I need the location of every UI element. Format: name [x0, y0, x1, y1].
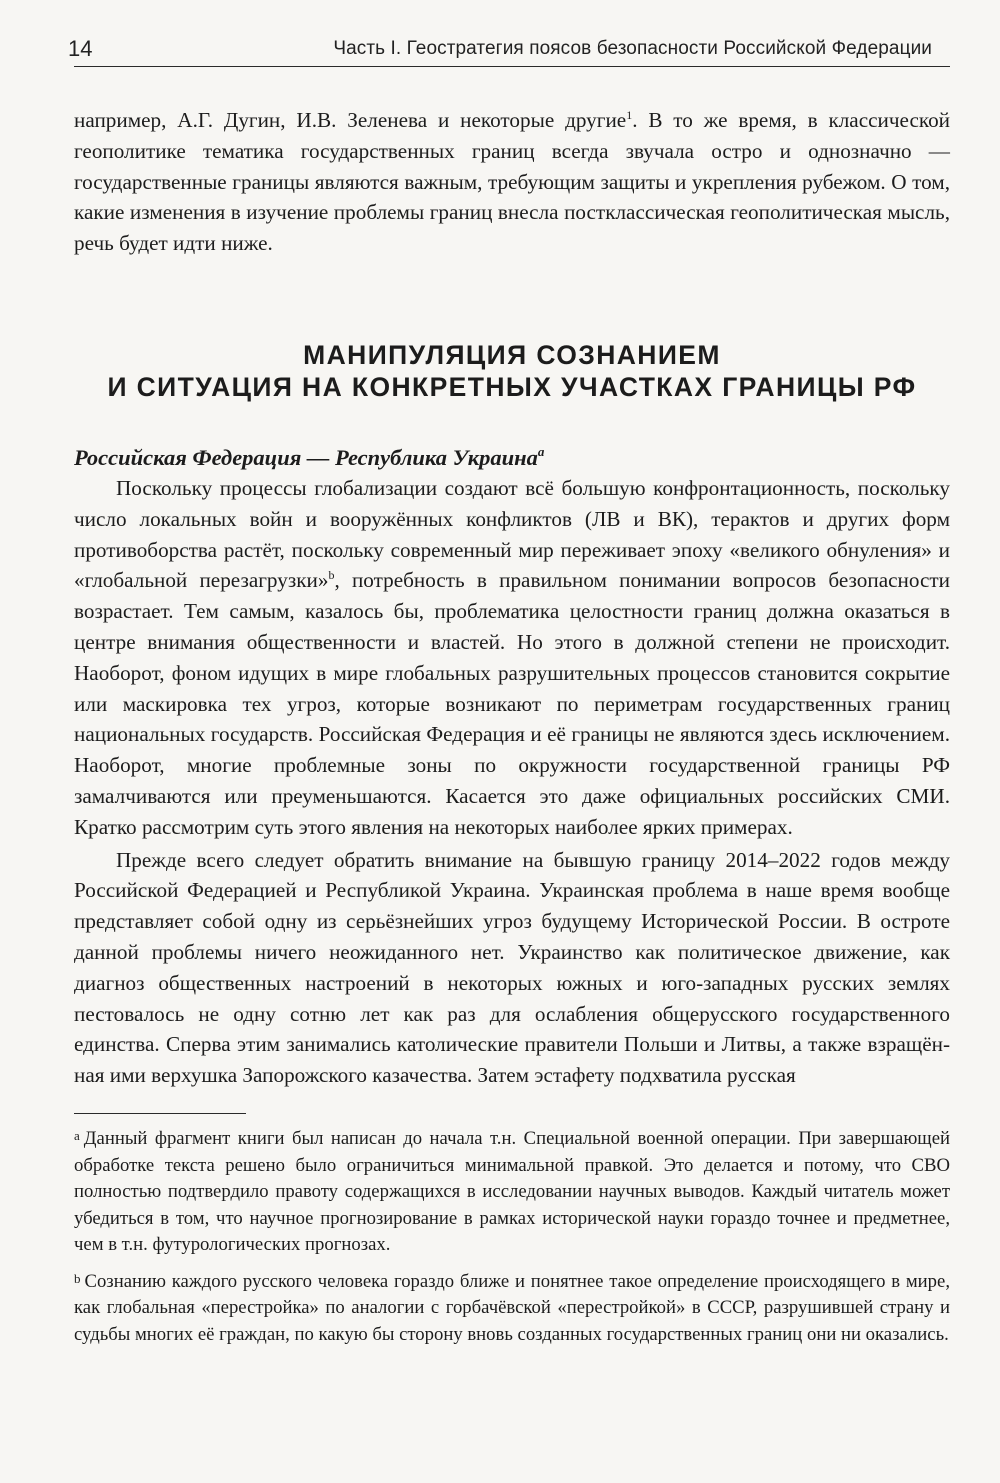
footnote-b-mark: b: [74, 1270, 81, 1286]
main-text: [74, 473, 950, 1091]
footnote-b-text: Сознанию каждого русского человека гораздо ближе и понятнее такое определение происходящего в мире, как глобальная «перестройка» по аналогии с горбачёвской «перестройкой» в СССР, разрушившей страну и судьбы многих её граждан, по какую бы сторону вновь созданных государственных границ они ни оказались.: [74, 1270, 950, 1346]
paragraph-1-start: Поскольку процессы глобализации создают всё большую конфронтационность, поскольку число локальных войн и вооружённых конфликтов (ЛВ и ВК), терактов и других форм противоборства растёт, поскольку современный мир переживает эпоху «великого обнуления» и «глобальной перезагрузки»: [74, 475, 950, 593]
intro-text-end: . В то же время, в классической геополитике тематика государственных границ всегда звучала остро и однозначно — государственные границы являются важным, требующим защиты и укрепления рубежом. О том, какие изменения в изучение проблемы границ внесла постклассическая геополитическая мысль, речь будет идти ниже.: [74, 108, 951, 256]
subsection-heading: [74, 443, 950, 473]
running-title: Часть I. Геостратегия поясов безопасности Российской Федерации: [333, 38, 932, 59]
footnote-reference-1: 1: [626, 108, 633, 122]
page-number: 14: [68, 36, 93, 61]
section-title-line-1: МАНИПУЛЯЦИЯ СОЗНАНИЕМ: [303, 339, 721, 370]
footnote-b: [74, 1269, 950, 1349]
section-title: [74, 339, 950, 403]
intro-text-start: например, А.Г. Дугин, И.В. Зеленева и некоторые другие: [74, 108, 627, 132]
paragraph-1: [74, 473, 950, 843]
paragraph-2: Прежде всего следует обратить внимание на бывшую границу 2014–2022 годов между Российской Федерацией и Республикой Украина. Украинская проблема в наше время вообще представляет собой одну из серьёзнейших угроз будущему Исторической России. В остроте данной проблемы ничего неожиданного нет. Украинство как политическое движение, как диагноз общественных настроений в некоторых южных и юго-западных русских землях пестовалось не одну сотню лет как раз для ослабления общерусского государственного единства. Сперва этим занимались католические правители Польши и Литвы, а также взращённая ими верхушка Запорожского казачества. Затем эстафету подхватила русская: [74, 847, 950, 1088]
section-title-line-2: И СИТУАЦИЯ НА КОНКРЕТНЫХ УЧАСТКАХ ГРАНИЦЫ РФ: [107, 371, 917, 402]
book-page: [68, 30, 951, 1349]
subsection-footnote-mark: a: [537, 443, 545, 459]
footnotes: [74, 1126, 950, 1349]
paragraph-1-end: , потребность в правильном понимании вопросов безопасности возрастает. Тем самым, казалось бы, проблематика целостности границ должна оказаться в центре внимания общественности и властей. Но этого в должной степени не происходит. Наоборот, фоном идущих в мире глобальных разрушительных процессов становится сокрытие или маскировка тех угроз, которые возникают по периметрам государственных границ национальных государств. Российская Федерация и её границы не являются здесь исключением. Наоборот, многие проблемные зоны по окружности государственной границы РФ замалчиваются или преуменьшаются. Касается это даже официальных российских СМИ. Кратко рассмотрим суть этого явления на некоторых наиболее ярких примерах.: [74, 568, 950, 839]
subsection-heading-text: Российская Федерация — Республика Украина: [74, 444, 538, 470]
footnote-a-text: Данный фрагмент книги был написан до начала т.н. Специальной военной операции. При завершающей обработке текста решено было ограничиться минимальной правкой. Это делается и потому, что СВО полностью подтвердило правоту содержащихся в исследовании научных выводов. Каждый читатель может убедиться в том, что научное прогнозирование в рамках исторической науки гораздо точнее и предметнее, чем в т.н. футурологических прогнозах.: [74, 1127, 950, 1256]
footnote-a-mark: a: [74, 1127, 80, 1143]
footnote-divider: [74, 1113, 246, 1114]
footnote-a: [74, 1126, 950, 1259]
footnote-reference-b: b: [328, 568, 335, 583]
running-header: [68, 30, 950, 67]
intro-paragraph: [74, 105, 950, 259]
